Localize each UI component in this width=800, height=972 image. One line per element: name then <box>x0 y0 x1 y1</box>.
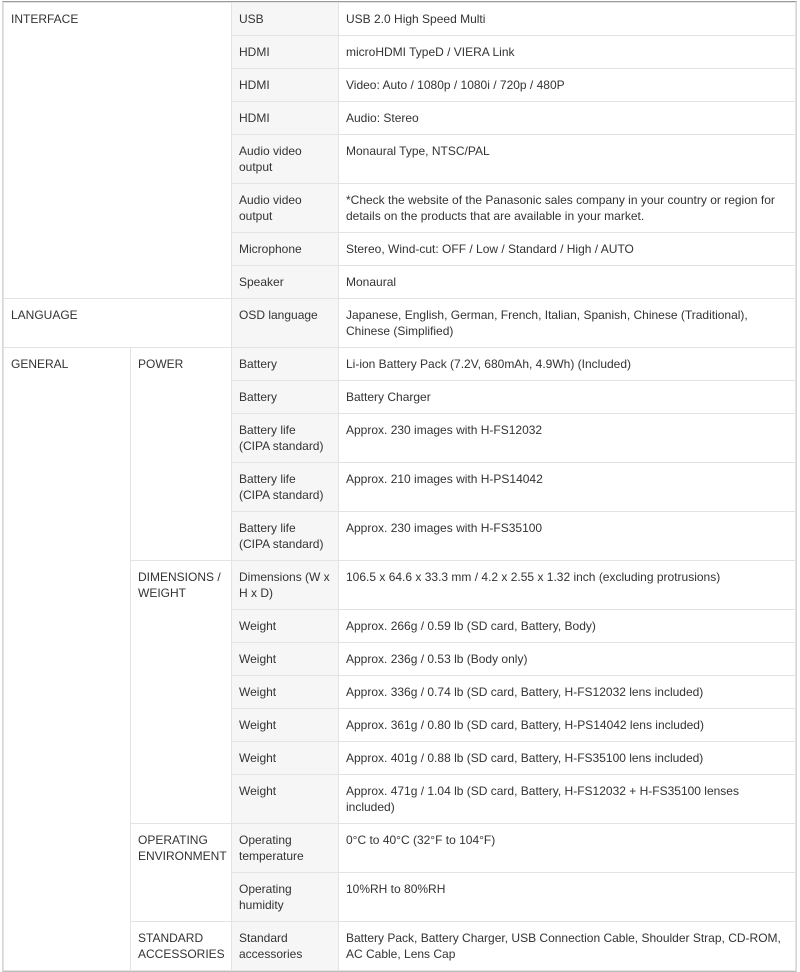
item-value: Approx. 210 images with H-PS14042 <box>339 463 796 512</box>
spec-table-body <box>4 3 796 971</box>
item-value: Monaural Type, NTSC/PAL <box>339 135 796 184</box>
item-label: Dimensions (W x H x D) <box>232 561 339 610</box>
item-value: 106.5 x 64.6 x 33.3 mm / 4.2 x 2.55 x 1.32 inch (excluding protrusions) <box>339 561 796 610</box>
item-label: HDMI <box>232 36 339 69</box>
section-label: INTERFACE <box>4 3 232 299</box>
item-label: Microphone <box>232 233 339 266</box>
item-label: Speaker <box>232 266 339 299</box>
item-label: HDMI <box>232 69 339 102</box>
item-label: Weight <box>232 742 339 775</box>
spec-row <box>4 299 796 348</box>
spec-table <box>3 2 796 971</box>
item-label: Weight <box>232 610 339 643</box>
item-value: USB 2.0 High Speed Multi <box>339 3 796 36</box>
item-value: Approx. 236g / 0.53 lb (Body only) <box>339 643 796 676</box>
item-value: *Check the website of the Panasonic sales company in your country or region for details on the products that are available in your market. <box>339 184 796 233</box>
item-label: Battery life (CIPA standard) <box>232 463 339 512</box>
spec-row <box>4 348 796 381</box>
spec-table-container <box>2 1 797 972</box>
item-value: Video: Auto / 1080p / 1080i / 720p / 480P <box>339 69 796 102</box>
item-label: Operating temperature <box>232 824 339 873</box>
item-value: microHDMI TypeD / VIERA Link <box>339 36 796 69</box>
item-label: Standard accessories <box>232 922 339 971</box>
item-label: Weight <box>232 775 339 824</box>
item-label: Battery life (CIPA standard) <box>232 512 339 561</box>
item-value: Approx. 336g / 0.74 lb (SD card, Battery, H-FS12032 lens included) <box>339 676 796 709</box>
item-value: Battery Pack, Battery Charger, USB Connection Cable, Shoulder Strap, CD-ROM, AC Cable, Lens Cap <box>339 922 796 971</box>
item-value: Approx. 361g / 0.80 lb (SD card, Battery, H-PS14042 lens included) <box>339 709 796 742</box>
item-label: OSD language <box>232 299 339 348</box>
item-value: Approx. 230 images with H-FS12032 <box>339 414 796 463</box>
item-label: Weight <box>232 709 339 742</box>
group-label: STANDARD ACCESSORIES <box>131 922 232 971</box>
spec-row <box>4 3 796 36</box>
item-value: 0°C to 40°C (32°F to 104°F) <box>339 824 796 873</box>
group-label: OPERATING ENVIRONMENT <box>131 824 232 922</box>
group-label: POWER <box>131 348 232 561</box>
section-label: LANGUAGE <box>4 299 232 348</box>
section-label: GENERAL <box>4 348 131 971</box>
item-label: USB <box>232 3 339 36</box>
item-value: Approx. 401g / 0.88 lb (SD card, Battery, H-FS35100 lens included) <box>339 742 796 775</box>
item-label: Battery <box>232 381 339 414</box>
item-label: Operating humidity <box>232 873 339 922</box>
item-value: Stereo, Wind-cut: OFF / Low / Standard / High / AUTO <box>339 233 796 266</box>
item-value: Audio: Stereo <box>339 102 796 135</box>
item-value: Approx. 230 images with H-FS35100 <box>339 512 796 561</box>
item-value: Approx. 266g / 0.59 lb (SD card, Battery, Body) <box>339 610 796 643</box>
item-label: Audio video output <box>232 184 339 233</box>
item-label: Battery <box>232 348 339 381</box>
item-label: Weight <box>232 676 339 709</box>
item-value: Battery Charger <box>339 381 796 414</box>
item-value: Li-ion Battery Pack (7.2V, 680mAh, 4.9Wh) (Included) <box>339 348 796 381</box>
item-value: Approx. 471g / 1.04 lb (SD card, Battery, H-FS12032 + H-FS35100 lenses included) <box>339 775 796 824</box>
item-label: Audio video output <box>232 135 339 184</box>
item-label: HDMI <box>232 102 339 135</box>
item-label: Weight <box>232 643 339 676</box>
item-value: 10%RH to 80%RH <box>339 873 796 922</box>
item-value: Japanese, English, German, French, Italian, Spanish, Chinese (Traditional), Chinese (Simplified) <box>339 299 796 348</box>
group-label: DIMENSIONS / WEIGHT <box>131 561 232 824</box>
item-value: Monaural <box>339 266 796 299</box>
item-label: Battery life (CIPA standard) <box>232 414 339 463</box>
